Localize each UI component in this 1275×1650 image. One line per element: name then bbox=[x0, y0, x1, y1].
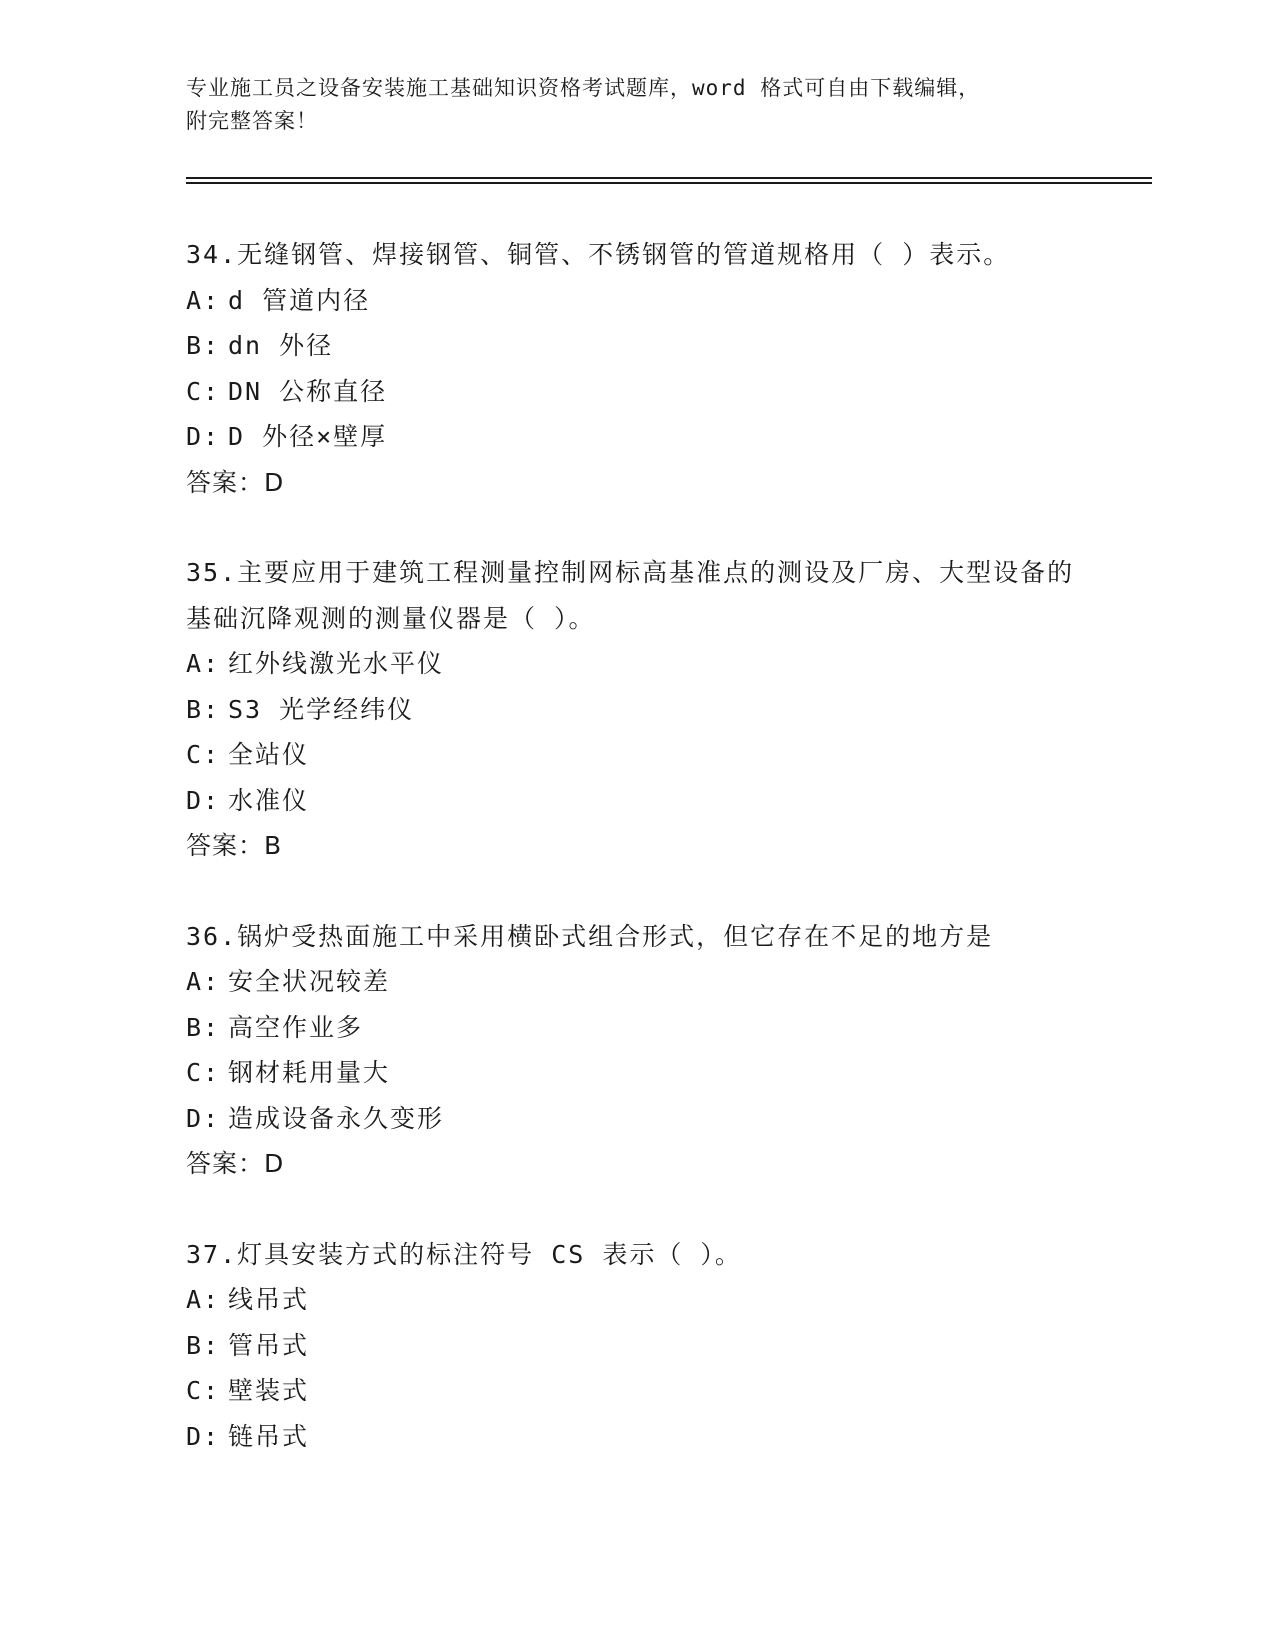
option-text: 链吊式 bbox=[228, 1421, 310, 1451]
question-36 bbox=[186, 914, 1086, 1187]
header-line-1: 专业施工员之设备安装施工基础知识资格考试题库，word 格式可自由下载编辑， bbox=[186, 76, 981, 100]
option-b bbox=[186, 323, 1086, 369]
option-c bbox=[186, 732, 1086, 778]
option-letter: D: bbox=[186, 1103, 221, 1133]
question-text bbox=[186, 914, 1086, 960]
answer-line bbox=[186, 1141, 1086, 1187]
question-number: 37. bbox=[186, 1239, 238, 1269]
answer-label: 答案： bbox=[186, 467, 265, 497]
option-letter: A: bbox=[186, 1285, 221, 1314]
question-text bbox=[186, 1232, 1086, 1278]
option-text: 水准仪 bbox=[228, 785, 310, 815]
option-d bbox=[186, 778, 1086, 824]
question-stem: 主要应用于建筑工程测量控制网标高基准点的测设及厂房、大型设备的基础沉降观测的测量仪器是（ ）。 bbox=[186, 558, 1075, 633]
answer-label: 答案： bbox=[186, 831, 265, 860]
header-line-2: 附完整答案！ bbox=[186, 109, 318, 133]
option-d bbox=[186, 1096, 1086, 1142]
option-letter: C: bbox=[186, 376, 221, 406]
option-text: dn 外径 bbox=[228, 331, 334, 360]
option-letter: B: bbox=[186, 694, 221, 724]
question-list bbox=[186, 232, 1086, 1504]
option-text: 高空作业多 bbox=[228, 1012, 364, 1042]
option-letter: D: bbox=[186, 785, 221, 815]
option-letter: C: bbox=[186, 1058, 221, 1087]
question-stem: 灯具安装方式的标注符号 CS 表示（ ）。 bbox=[237, 1239, 742, 1269]
option-c bbox=[186, 369, 1086, 415]
option-letter: A: bbox=[186, 649, 221, 678]
question-text bbox=[186, 550, 1086, 641]
answer-value: D bbox=[264, 1149, 285, 1178]
option-text: 线吊式 bbox=[228, 1285, 310, 1314]
option-a bbox=[186, 959, 1086, 1005]
question-number: 36. bbox=[186, 921, 238, 951]
option-letter: D: bbox=[186, 422, 221, 451]
answer-label: 答案： bbox=[186, 1149, 265, 1178]
option-text: 造成设备永久变形 bbox=[228, 1103, 445, 1133]
option-d bbox=[186, 1414, 1086, 1460]
option-text: 壁装式 bbox=[228, 1376, 310, 1405]
option-b bbox=[186, 1005, 1086, 1051]
option-b bbox=[186, 687, 1086, 733]
question-number: 34. bbox=[186, 240, 238, 269]
option-letter: B: bbox=[186, 1012, 221, 1042]
option-c bbox=[186, 1050, 1086, 1096]
option-letter: B: bbox=[186, 1330, 221, 1360]
option-letter: A: bbox=[186, 285, 221, 315]
option-b bbox=[186, 1323, 1086, 1369]
option-text: 安全状况较差 bbox=[228, 967, 391, 996]
option-letter: C: bbox=[186, 1376, 221, 1405]
question-stem: 锅炉受热面施工中采用横卧式组合形式，但它存在不足的地方是 bbox=[237, 921, 994, 951]
option-letter: C: bbox=[186, 740, 221, 769]
option-text: d 管道内径 bbox=[228, 285, 371, 315]
header-divider-bottom bbox=[186, 182, 1152, 184]
option-text: 全站仪 bbox=[228, 740, 310, 769]
option-text: DN 公称直径 bbox=[228, 376, 388, 406]
question-35 bbox=[186, 550, 1086, 869]
option-letter: D: bbox=[186, 1421, 221, 1451]
answer-value: B bbox=[264, 831, 283, 860]
option-c bbox=[186, 1368, 1086, 1414]
question-34 bbox=[186, 232, 1086, 505]
question-37 bbox=[186, 1232, 1086, 1460]
answer-line bbox=[186, 823, 1086, 869]
question-stem: 无缝钢管、焊接钢管、铜管、不锈钢管的管道规格用（ ）表示。 bbox=[237, 240, 1011, 269]
option-text: S3 光学经纬仪 bbox=[228, 694, 415, 724]
answer-line bbox=[186, 460, 1086, 506]
option-text: 管吊式 bbox=[228, 1330, 310, 1360]
answer-value: D bbox=[264, 467, 285, 497]
option-text: 红外线激光水平仪 bbox=[228, 649, 445, 678]
option-a bbox=[186, 641, 1086, 687]
option-text: 钢材耗用量大 bbox=[228, 1058, 391, 1087]
option-a bbox=[186, 1277, 1086, 1323]
question-text bbox=[186, 232, 1086, 278]
document-header bbox=[186, 72, 1066, 138]
option-text: D 外径×壁厚 bbox=[228, 422, 388, 451]
header-divider-top bbox=[186, 177, 1152, 179]
question-number: 35. bbox=[186, 558, 238, 587]
option-a bbox=[186, 278, 1086, 324]
option-d bbox=[186, 414, 1086, 460]
option-letter: B: bbox=[186, 331, 221, 360]
option-letter: A: bbox=[186, 967, 221, 996]
